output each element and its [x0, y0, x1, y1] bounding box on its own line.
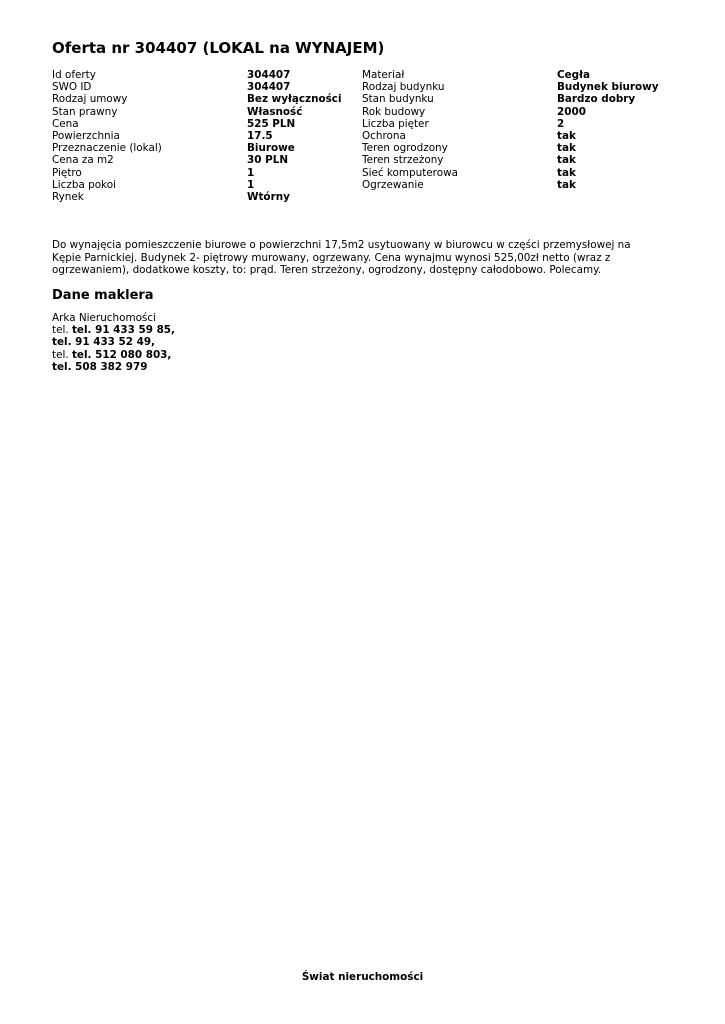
property-value: 304407: [247, 81, 291, 94]
property-label: Teren strzeżony: [362, 154, 444, 167]
property-label: Przeznaczenie (lokal): [52, 142, 162, 155]
broker-name: Arka Nieruchomości: [52, 312, 156, 324]
property-value: 304407: [247, 69, 291, 81]
property-label: Cena: [52, 117, 79, 130]
phone-line: [52, 361, 175, 373]
property-label: Id oferty: [52, 69, 96, 81]
property-value: 1: [247, 178, 255, 191]
property-value: tak: [557, 178, 576, 191]
property-value: Wtórny: [247, 190, 290, 203]
broker-heading: Dane maklera: [52, 288, 154, 303]
property-value: tak: [557, 154, 576, 167]
property-value: tak: [557, 142, 576, 155]
phone-number: tel. 91 433 59 85,: [71, 324, 175, 337]
phone-prefix: tel.: [52, 324, 72, 337]
phone-line: [52, 324, 175, 336]
property-label: Rynek: [52, 190, 84, 203]
property-label: Liczba pokoi: [52, 178, 116, 191]
property-value: 525 PLN: [247, 117, 296, 130]
property-value: tak: [557, 166, 576, 179]
property-label: Teren ogrodzony: [362, 142, 448, 155]
property-label: SWO ID: [52, 81, 92, 94]
phone-prefix: tel.: [52, 348, 72, 361]
property-label: Rodzaj umowy: [52, 93, 128, 106]
phone-number: tel. 512 080 803,: [71, 348, 172, 361]
property-label: Piętro: [52, 166, 82, 179]
property-label: Cena za m2: [52, 154, 114, 167]
property-label: Ochrona: [362, 129, 406, 142]
property-label: Rok budowy: [362, 105, 426, 118]
broker-phones: [52, 324, 175, 373]
property-value: Cegła: [557, 69, 590, 81]
property-value: Własność: [247, 105, 303, 118]
phone-number: tel. 508 382 979: [52, 360, 148, 373]
property-label: Rodzaj budynku: [362, 81, 445, 94]
property-value: tak: [557, 129, 576, 142]
property-value: Bez wyłączności: [247, 93, 342, 106]
property-value: Budynek biurowy: [557, 81, 659, 94]
property-value: 1: [247, 166, 255, 179]
phone-line: [52, 336, 175, 348]
phone-number: tel. 91 433 52 49,: [52, 336, 156, 349]
property-label: Sieć komputerowa: [362, 166, 458, 179]
page-title: Oferta nr 304407 (LOKAL na WYNAJEM): [52, 39, 385, 57]
phone-line: [52, 349, 175, 361]
property-label: Powierzchnia: [52, 129, 120, 142]
property-value: 2: [557, 117, 565, 130]
broker-info: [52, 312, 175, 373]
property-label: Liczba pięter: [362, 117, 429, 130]
property-value: Biurowe: [247, 142, 295, 155]
property-value: 2000: [557, 105, 586, 118]
property-value: 17.5: [247, 129, 273, 142]
property-label: Materiał: [362, 69, 405, 81]
offer-description: Do wynajęcia pomieszczenie biurowe o powierzchni 17,5m2 usytuowany w biurowcu w części przemysłowej na Kępie Parnickiej. Budynek 2- piętrowy murowany, ogrzewany. Cena wynajmu wynosi 525,00zł netto (wraz z ogrzewaniem), dodatkowe koszty, to: prąd. Teren strzeżony, ogrodzony, dostępny całodobowo. Polecamy.: [52, 239, 631, 277]
property-label: Ogrzewanie: [362, 178, 424, 191]
property-value: 30 PLN: [247, 154, 289, 167]
property-label: Stan budynku: [362, 93, 434, 106]
property-label: Stan prawny: [52, 105, 118, 118]
property-value: Bardzo dobry: [557, 93, 636, 106]
footer-brand: Świat nieruchomości: [301, 971, 424, 983]
